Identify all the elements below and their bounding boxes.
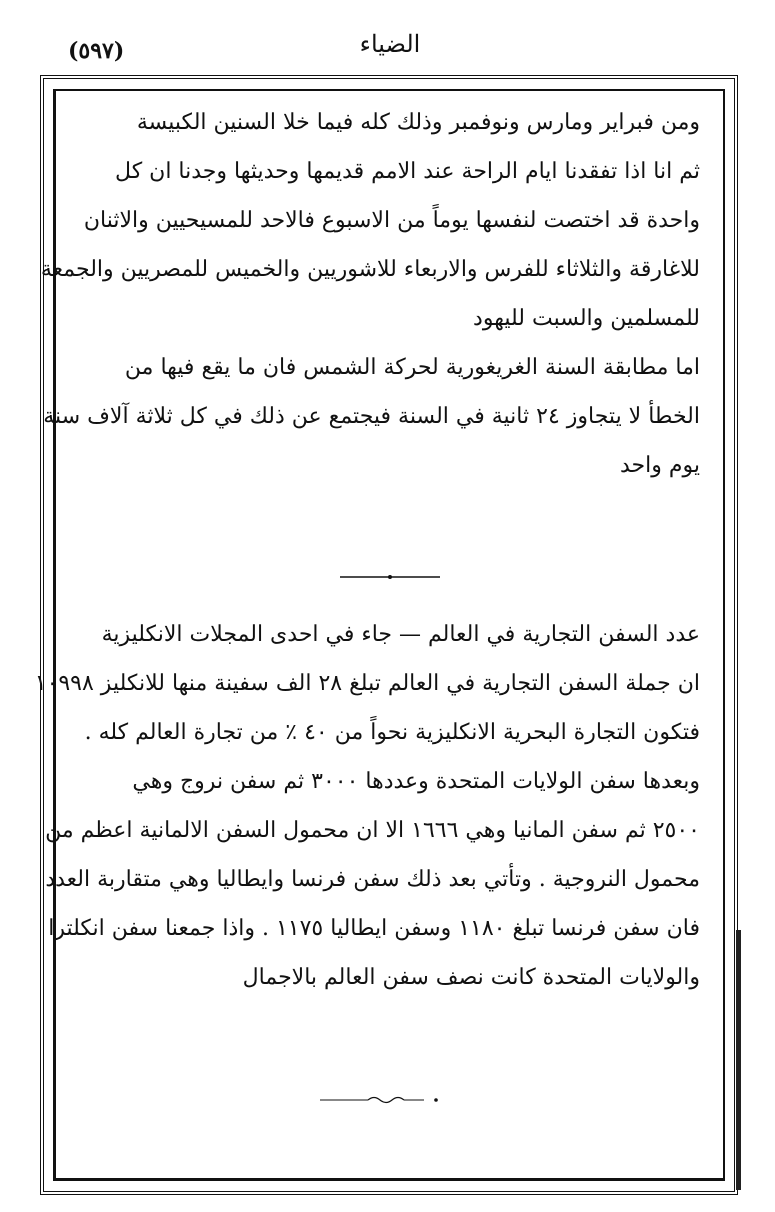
text-line: الخطأ لا يتجاوز ٢٤ ثانية في السنة فيجتمع عن ذلك في كل ثلاثة آلاف سنة [43,404,700,429]
text-line: عدد السفن التجارية في العالم — جاء في احدى المجلات الانكليزية [101,622,700,647]
text-line: ومن فبراير ومارس ونوفمبر وذلك كله فيما خلا السنين الكبيسة [136,110,700,135]
article-merchant-ships [34,610,700,1002]
text-line: للمسلمين والسبت لليهود [473,306,700,331]
text-line: واحدة قد اختصت لنفسها يوماً من الاسبوع فالاحد للمسيحيين والاثنان [83,208,700,233]
page-header [60,24,720,72]
text-line: محمول النروجية . وتأتي بعد ذلك سفن فرنسا وايطاليا وهي متقاربة العدد [45,867,700,892]
text-line: فان سفن فرنسا تبلغ ١١٨٠ وسفن ايطاليا ١١٧٥ . واذا جمعنا سفن انكلترا [48,916,700,941]
text-line: يوم واحد [620,453,700,478]
article-calendar [40,98,700,490]
text-line: والولايات المتحدة كانت نصف سفن العالم بالاجمال [242,965,700,990]
text-line: للاغارقة والثلاثاء للفرس والاربعاء للاشوريين والخميس للمصريين والجمعة [40,257,700,282]
section-divider [340,574,440,580]
running-title: الضياء [359,30,421,58]
text-line: ثم انا اذا تفقدنا ايام الراحة عند الامم قديمها وحديثها وجدنا ان كل [115,159,700,184]
page-number: (٥٩٧) [68,38,125,64]
end-ornament [318,1094,442,1106]
text-line: فتكون التجارة البحرية الانكليزية نحواً من ٤٠ ٪ من تجارة العالم كله . [84,720,700,745]
text-line: اما مطابقة السنة الغريغورية لحركة الشمس فان ما يقع فيها من [124,355,700,380]
text-line: ٢٥٠٠ ثم سفن المانيا وهي ١٦٦٦ الا ان محمول السفن الالمانية اعظم من [45,818,700,843]
text-line: وبعدها سفن الولايات المتحدة وعددها ٣٠٠٠ ثم سفن نروج وهي [132,769,700,794]
text-line: ان جملة السفن التجارية في العالم تبلغ ٢٨ الف سفينة منها للانكليز ١٠٩٩٨ [34,671,700,696]
binding-shadow [736,930,741,1190]
